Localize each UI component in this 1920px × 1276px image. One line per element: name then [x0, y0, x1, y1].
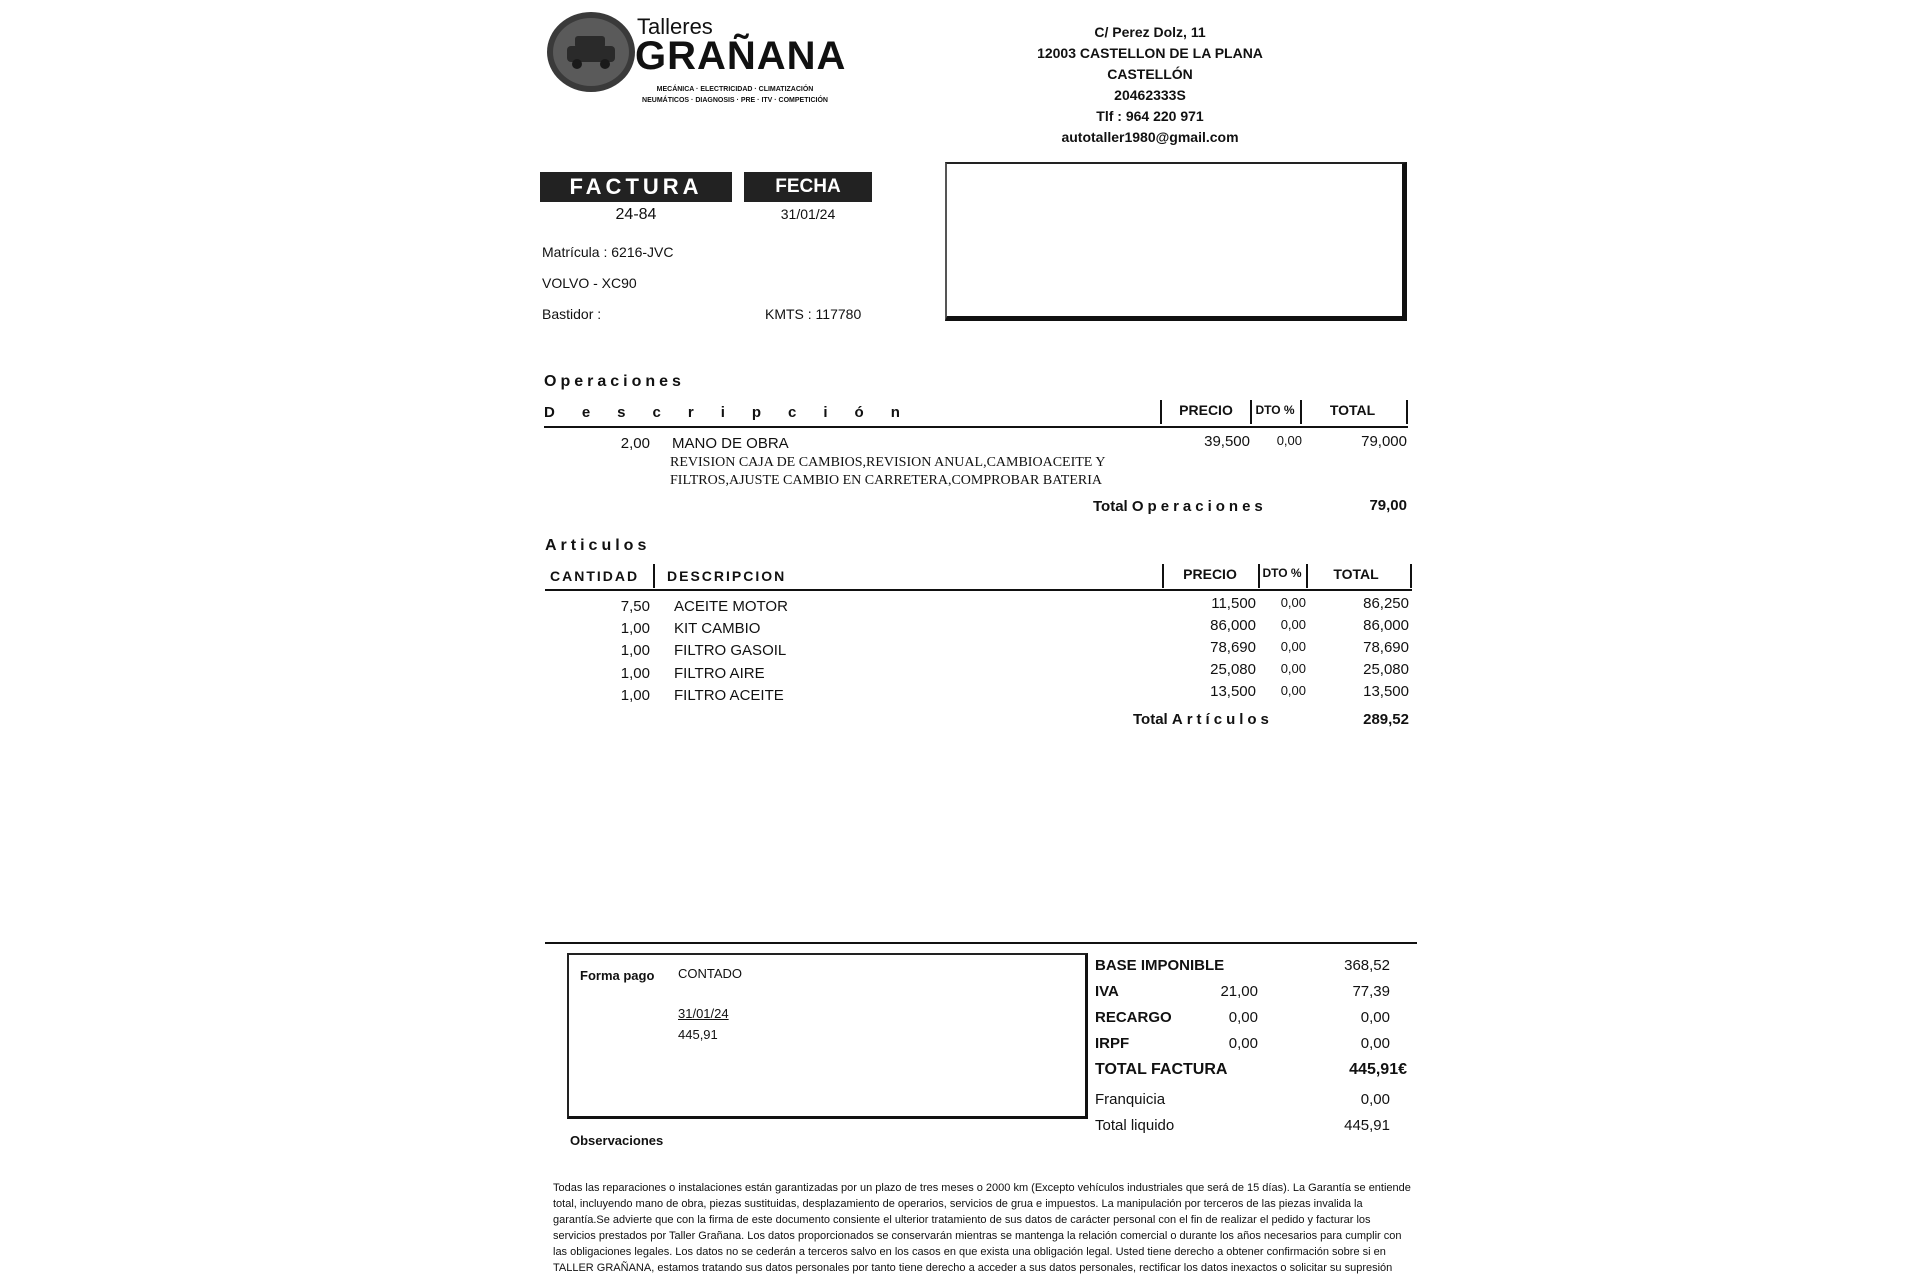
- total-factura-label: TOTAL FACTURA: [1095, 1061, 1228, 1078]
- recargo-label: RECARGO: [1095, 1009, 1172, 1026]
- articulo-desc: FILTRO ACEITE: [674, 687, 784, 704]
- operacion-precio: 39,500: [1204, 433, 1250, 450]
- articulos-header-dto: DTO %: [1262, 566, 1302, 580]
- operacion-dto: 0,00: [1276, 433, 1302, 448]
- articulo-precio: 86,000: [1210, 617, 1256, 634]
- operaciones-total-value: 79,00: [1369, 497, 1407, 514]
- vehicle-matricula: Matrícula : 6216-JVC: [542, 244, 674, 260]
- company-address: [1000, 22, 1300, 148]
- header-underline: [545, 589, 1412, 591]
- irpf-value: 0,00: [1360, 1035, 1390, 1052]
- articulo-desc: KIT CAMBIO: [674, 620, 761, 637]
- brand-tagline-2: NEUMÁTICOS · DIAGNOSIS · PRE · ITV · COMPETICIÓN: [642, 97, 828, 104]
- vehicle-model: VOLVO - XC90: [542, 275, 637, 291]
- articulos-header-cantidad: CANTIDAD: [550, 568, 640, 584]
- articulo-dto: 0,00: [1280, 683, 1306, 698]
- franquicia-value: 0,00: [1360, 1091, 1390, 1108]
- total-liquido-label: Total liquido: [1095, 1117, 1175, 1134]
- operaciones-total-label: [1093, 498, 1267, 515]
- articulo-desc: FILTRO AIRE: [674, 665, 765, 682]
- articulo-qty: 7,50: [620, 598, 650, 615]
- iva-label: IVA: [1095, 983, 1119, 1000]
- legal-notice: [553, 1180, 1433, 1274]
- observaciones-label: Observaciones: [570, 1133, 664, 1148]
- articulo-dto: 0,00: [1280, 617, 1306, 632]
- operacion-total: 79,000: [1361, 433, 1407, 450]
- articulo-total: 25,080: [1363, 661, 1409, 678]
- articulos-header-descripcion: DESCRIPCION: [667, 568, 787, 584]
- operacion-detail-1: REVISION CAJA DE CAMBIOS,REVISION ANUAL,CAMBIOACEITE Y: [670, 455, 1106, 470]
- articulo-qty: 1,00: [620, 687, 650, 704]
- footer-separator: [545, 942, 1417, 944]
- brand-top: Talleres: [637, 14, 713, 39]
- articulos-title: Articulos: [545, 537, 651, 554]
- articulo-total: 78,690: [1363, 639, 1409, 656]
- vehicle-kmts: KMTS : 117780: [765, 306, 862, 322]
- brand-tagline-1: MECÁNICA · ELECTRICIDAD · CLIMATIZACIÓN: [656, 86, 814, 93]
- articulo-qty: 1,00: [620, 665, 650, 682]
- articulo-precio: 13,500: [1210, 683, 1256, 700]
- payment-label: Forma pago: [580, 968, 655, 983]
- total-liquido-value: 445,91: [1344, 1117, 1390, 1134]
- divider: [1160, 400, 1162, 424]
- legal-line: TALLER GRAÑANA, estamos tratando sus datos personales por tanto tiene derecho a acceder a sus datos personales, rectificar los datos inexactos o solicitar su supresión: [553, 1262, 1393, 1274]
- address-line: autotaller1980@gmail.com: [1061, 129, 1239, 145]
- payment-method: CONTADO: [678, 966, 743, 981]
- base-imponible-label: BASE IMPONIBLE: [1095, 957, 1225, 974]
- articulo-dto: 0,00: [1280, 595, 1306, 610]
- operaciones-header-dto: DTO %: [1255, 403, 1295, 417]
- legal-line: las obligaciones legales. Los datos no se cederán a terceros salvo en los casos en que exista una obligación legal. Usted tiene derecho a obtener confirmación sobre si en: [553, 1246, 1386, 1258]
- articulo-total: 86,000: [1363, 617, 1409, 634]
- divider: [1162, 564, 1164, 588]
- iva-rate: 21,00: [1220, 983, 1258, 1000]
- payment-amount: 445,91: [678, 1027, 718, 1042]
- divider: [1300, 400, 1302, 424]
- address-line: C/ Perez Dolz, 11: [1094, 24, 1206, 40]
- legal-line: garantía.Se advierte que con la firma de este documento consiente el ulterior tratamiento de sus datos de carácter personal con el fin de realizar el pedido y facturar los: [553, 1214, 1371, 1226]
- articulo-precio: 25,080: [1210, 661, 1256, 678]
- vehicle-bastidor: Bastidor :: [542, 306, 602, 322]
- legal-line: Todas las reparaciones o instalaciones están garantizadas por un plazo de tres meses o 2000 km (Excepto vehículos industriales que será de 15 días). La Garantía se entiende: [553, 1182, 1411, 1194]
- header-underline: [544, 426, 1408, 428]
- articulo-dto: 0,00: [1280, 639, 1306, 654]
- articulos-header-precio: PRECIO: [1183, 566, 1237, 582]
- irpf-label: IRPF: [1095, 1035, 1130, 1052]
- irpf-rate: 0,00: [1228, 1035, 1258, 1052]
- franquicia-label: Franquicia: [1095, 1091, 1166, 1108]
- total-word: Operaciones: [1131, 498, 1267, 515]
- articulo-qty: 1,00: [620, 642, 650, 659]
- total-factura-value: 445,91€: [1349, 1061, 1407, 1078]
- articulo-total: 13,500: [1363, 683, 1409, 700]
- recargo-value: 0,00: [1360, 1009, 1390, 1026]
- iva-value: 77,39: [1352, 983, 1390, 1000]
- total-prefix: Total: [1093, 498, 1128, 515]
- address-line: 12003 CASTELLON DE LA PLANA: [1037, 45, 1263, 61]
- operaciones-title: Operaciones: [544, 373, 685, 390]
- total-word: Artículos: [1171, 711, 1273, 728]
- articulo-precio: 78,690: [1210, 639, 1256, 656]
- divider: [1306, 564, 1308, 588]
- articulo-precio: 11,500: [1211, 595, 1256, 612]
- fecha-value: 31/01/24: [780, 206, 836, 222]
- base-imponible-value: 368,52: [1344, 957, 1390, 974]
- articulo-total: 86,250: [1363, 595, 1409, 612]
- fecha-label: FECHA: [744, 172, 872, 202]
- legal-line: total, incluyendo mano de obra, piezas sustituidas, desplazamiento de operarios, servicios de grua e impuestos. La manipulación por terceros de las piezas invalida la: [553, 1198, 1363, 1210]
- articulo-desc: FILTRO GASOIL: [674, 642, 787, 659]
- articulo-dto: 0,00: [1280, 661, 1306, 676]
- articulos-total-value: 289,52: [1363, 711, 1409, 728]
- divider: [1250, 400, 1252, 424]
- articulo-qty: 1,00: [620, 620, 650, 637]
- operacion-qty: 2,00: [620, 435, 650, 452]
- operaciones-header-precio: PRECIO: [1179, 402, 1233, 418]
- articulos-total-label: [1133, 711, 1273, 728]
- divider: [1406, 400, 1408, 424]
- factura-label: FACTURA: [540, 172, 732, 202]
- client-address-box: [945, 162, 1407, 321]
- factura-number: 24-84: [615, 206, 657, 223]
- address-line: CASTELLÓN: [1107, 66, 1193, 82]
- car-emblem-icon: [545, 10, 637, 94]
- operacion-title: MANO DE OBRA: [672, 435, 789, 452]
- address-line: Tlf : 964 220 971: [1096, 108, 1204, 124]
- address-line: 20462333S: [1114, 87, 1186, 103]
- operacion-detail-2: FILTROS,AJUSTE CAMBIO EN CARRETERA,COMPROBAR BATERIA: [670, 473, 1102, 488]
- operaciones-header-total: TOTAL: [1329, 402, 1376, 418]
- operaciones-header-descripcion: Descripción: [544, 404, 927, 421]
- payment-date: 31/01/24: [678, 1006, 729, 1021]
- recargo-rate: 0,00: [1228, 1009, 1258, 1026]
- articulos-header-total: TOTAL: [1333, 566, 1379, 582]
- legal-line: servicios prestados por Taller Grañana. Los datos proporcionados se conservarán mientras se mantenga la relación comercial o durante los años necesarios para cumplir con: [553, 1230, 1402, 1242]
- divider: [1410, 564, 1412, 588]
- articulo-desc: ACEITE MOTOR: [674, 598, 788, 615]
- company-logo: [545, 10, 845, 110]
- brand-main: GRAÑANA: [635, 34, 847, 78]
- divider: [653, 564, 655, 588]
- total-prefix: Total: [1133, 711, 1168, 728]
